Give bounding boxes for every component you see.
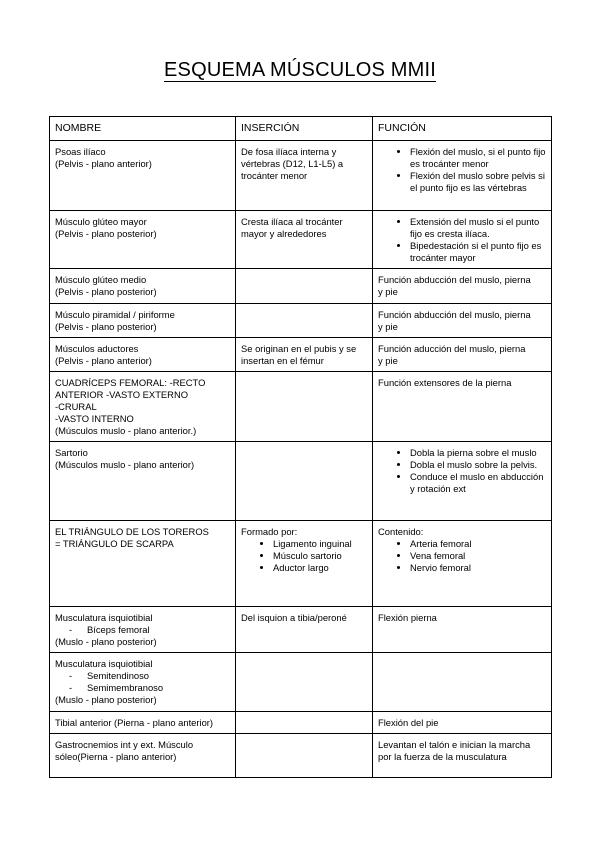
cell-funcion bbox=[373, 712, 552, 734]
nombre-line: Gastrocnemios int y ext. Músculo bbox=[55, 739, 194, 750]
list-item: • Vena femoral bbox=[410, 550, 546, 562]
funcion-line: Función aducción del muslo, pierna bbox=[378, 343, 526, 354]
table-row bbox=[50, 141, 552, 211]
nombre-line: (Músculos muslo - plano anterior) bbox=[55, 459, 195, 470]
nombre-line: = TRIÁNGULO DE SCARPA bbox=[55, 538, 174, 549]
cell-insercion bbox=[236, 521, 373, 607]
muscles-table bbox=[49, 116, 552, 778]
cell-funcion bbox=[373, 653, 552, 712]
bullet-list bbox=[378, 447, 546, 495]
table-row bbox=[50, 653, 552, 712]
cell-nombre bbox=[50, 521, 236, 607]
dash-list bbox=[55, 670, 230, 694]
nombre-line: Psoas ilíaco bbox=[55, 146, 106, 157]
list-item: • Aductor largo bbox=[273, 562, 367, 574]
table-row bbox=[50, 372, 552, 442]
cell-nombre bbox=[50, 607, 236, 653]
insercion-line: Se originan en el pubis y se bbox=[241, 343, 357, 354]
nombre-outro: (Muslo - plano posterior) bbox=[55, 636, 157, 647]
cell-nombre bbox=[50, 372, 236, 442]
nombre-line: Músculo piramidal / piriforme bbox=[55, 309, 175, 320]
table-row bbox=[50, 734, 552, 778]
insercion-line: insertan en el fémur bbox=[241, 355, 324, 366]
cell-funcion bbox=[373, 304, 552, 338]
table-row bbox=[50, 211, 552, 269]
nombre-line: Músculo glúteo medio bbox=[55, 274, 147, 285]
funcion-line: Flexión del pie bbox=[378, 717, 439, 728]
cell-nombre bbox=[50, 211, 236, 269]
list-item: • Conduce el muslo en abducción y rotación ext bbox=[410, 471, 546, 495]
cell-nombre bbox=[50, 338, 236, 372]
bullet-list bbox=[241, 538, 367, 574]
list-item: - Semimembranoso bbox=[69, 682, 230, 694]
cell-funcion bbox=[373, 372, 552, 442]
nombre-line: EL TRIÁNGULO DE LOS TOREROS bbox=[55, 526, 209, 537]
insercion-line: trocánter menor bbox=[241, 170, 308, 181]
nombre-line: Músculo glúteo mayor bbox=[55, 216, 147, 227]
cell-insercion bbox=[236, 269, 373, 304]
nombre-line: Tibial anterior (Pierna - plano anterior) bbox=[55, 717, 214, 728]
nombre-line: ANTERIOR -VASTO EXTERNO bbox=[55, 389, 189, 400]
insercion-line: mayor y alrededores bbox=[241, 228, 327, 239]
cell-insercion bbox=[236, 338, 373, 372]
funcion-line: Función abducción del muslo, pierna bbox=[378, 309, 531, 320]
cell-nombre bbox=[50, 653, 236, 712]
list-item: • Arteria femoral bbox=[410, 538, 546, 550]
cell-insercion bbox=[236, 442, 373, 521]
list-item: - Bíceps femoral bbox=[69, 624, 230, 636]
cell-nombre bbox=[50, 734, 236, 778]
funcion-line: Levantan el talón e inician la marcha bbox=[378, 739, 531, 750]
nombre-line: (Pelvis - plano anterior) bbox=[55, 355, 152, 366]
funcion-line: Función extensores de la pierna bbox=[378, 377, 512, 388]
bullet-list bbox=[378, 146, 546, 194]
funcion-line: Función abducción del muslo, pierna bbox=[378, 274, 531, 285]
cell-nombre bbox=[50, 442, 236, 521]
insercion-intro: Formado por: bbox=[241, 526, 298, 537]
funcion-intro: Contenido: bbox=[378, 526, 424, 537]
list-item: • Bipedestación si el punto fijo es trocánter mayor bbox=[410, 240, 546, 264]
nombre-line: Sartorio bbox=[55, 447, 88, 458]
list-item: • Flexión del muslo sobre pelvis si el punto fijo es las vértebras bbox=[410, 170, 546, 194]
funcion-line: y pie bbox=[378, 355, 398, 366]
nombre-line: (Pelvis - plano posterior) bbox=[55, 228, 157, 239]
cell-insercion bbox=[236, 304, 373, 338]
funcion-line: y pie bbox=[378, 286, 398, 297]
table-row bbox=[50, 304, 552, 338]
table-row bbox=[50, 269, 552, 304]
nombre-line: sóleo(Pierna - plano anterior) bbox=[55, 751, 177, 762]
cell-funcion bbox=[373, 521, 552, 607]
nombre-intro: Musculatura isquiotibial bbox=[55, 612, 153, 623]
insercion-line: Cresta ilíaca al trocánter bbox=[241, 216, 343, 227]
list-item: • Flexión del muslo, si el punto fijo es trocánter menor bbox=[410, 146, 546, 170]
header-funcion: FUNCIÓN bbox=[373, 117, 552, 141]
title-text: ESQUEMA MÚSCULOS MMII bbox=[163, 59, 436, 81]
nombre-line: (Músculos muslo - plano anterior.) bbox=[55, 425, 197, 436]
cell-insercion bbox=[236, 372, 373, 442]
nombre-line: Músculos aductores bbox=[55, 343, 139, 354]
cell-insercion bbox=[236, 734, 373, 778]
nombre-intro: Musculatura isquiotibial bbox=[55, 658, 153, 669]
dash-list bbox=[55, 624, 230, 636]
cell-nombre bbox=[50, 269, 236, 304]
cell-insercion bbox=[236, 607, 373, 653]
cell-insercion bbox=[236, 141, 373, 211]
header-nombre: NOMBRE bbox=[50, 117, 236, 141]
cell-funcion bbox=[373, 211, 552, 269]
list-item: - Semitendinoso bbox=[69, 670, 230, 682]
cell-funcion bbox=[373, 442, 552, 521]
cell-insercion bbox=[236, 712, 373, 734]
cell-nombre bbox=[50, 141, 236, 211]
nombre-line: -CRURAL bbox=[55, 401, 97, 412]
table-header-row bbox=[50, 117, 552, 141]
table-row bbox=[50, 338, 552, 372]
header-insercion: INSERCIÓN bbox=[236, 117, 373, 141]
nombre-line: (Pelvis - plano posterior) bbox=[55, 321, 157, 332]
list-item: • Músculo sartorio bbox=[273, 550, 367, 562]
list-item: • Dobla la pierna sobre el muslo bbox=[410, 447, 546, 459]
bullet-list bbox=[378, 538, 546, 574]
cell-funcion bbox=[373, 734, 552, 778]
nombre-line: (Pelvis - plano anterior) bbox=[55, 158, 152, 169]
nombre-line: -VASTO INTERNO bbox=[55, 413, 134, 424]
list-item: • Dobla el muslo sobre la pelvis. bbox=[410, 459, 546, 471]
insercion-line: De fosa ilíaca interna y bbox=[241, 146, 337, 157]
insercion-line: vértebras (D12, L1-L5) a bbox=[241, 158, 344, 169]
cell-nombre bbox=[50, 304, 236, 338]
table-row bbox=[50, 521, 552, 607]
cell-nombre bbox=[50, 712, 236, 734]
cell-funcion bbox=[373, 607, 552, 653]
nombre-outro: (Muslo - plano posterior) bbox=[55, 694, 157, 705]
insercion-line: Del isquion a tibia/peroné bbox=[241, 612, 347, 623]
cell-insercion bbox=[236, 653, 373, 712]
cell-funcion bbox=[373, 338, 552, 372]
funcion-line: Flexión pierna bbox=[378, 612, 437, 623]
cell-funcion bbox=[373, 141, 552, 211]
funcion-line: y pie bbox=[378, 321, 398, 332]
table-row bbox=[50, 712, 552, 734]
table-row bbox=[50, 442, 552, 521]
nombre-line: CUADRÍCEPS FEMORAL: -RECTO bbox=[55, 377, 206, 388]
list-item: • Extensión del muslo si el punto fijo es cresta ilíaca. bbox=[410, 216, 546, 240]
cell-funcion bbox=[373, 269, 552, 304]
funcion-line: por la fuerza de la musculatura bbox=[378, 751, 507, 762]
table-row bbox=[50, 607, 552, 653]
list-item: • Ligamento inguinal bbox=[273, 538, 367, 550]
cell-insercion bbox=[236, 211, 373, 269]
list-item: • Nervio femoral bbox=[410, 562, 546, 574]
bullet-list bbox=[378, 216, 546, 264]
page-title bbox=[0, 57, 600, 83]
nombre-line: (Pelvis - plano posterior) bbox=[55, 286, 157, 297]
